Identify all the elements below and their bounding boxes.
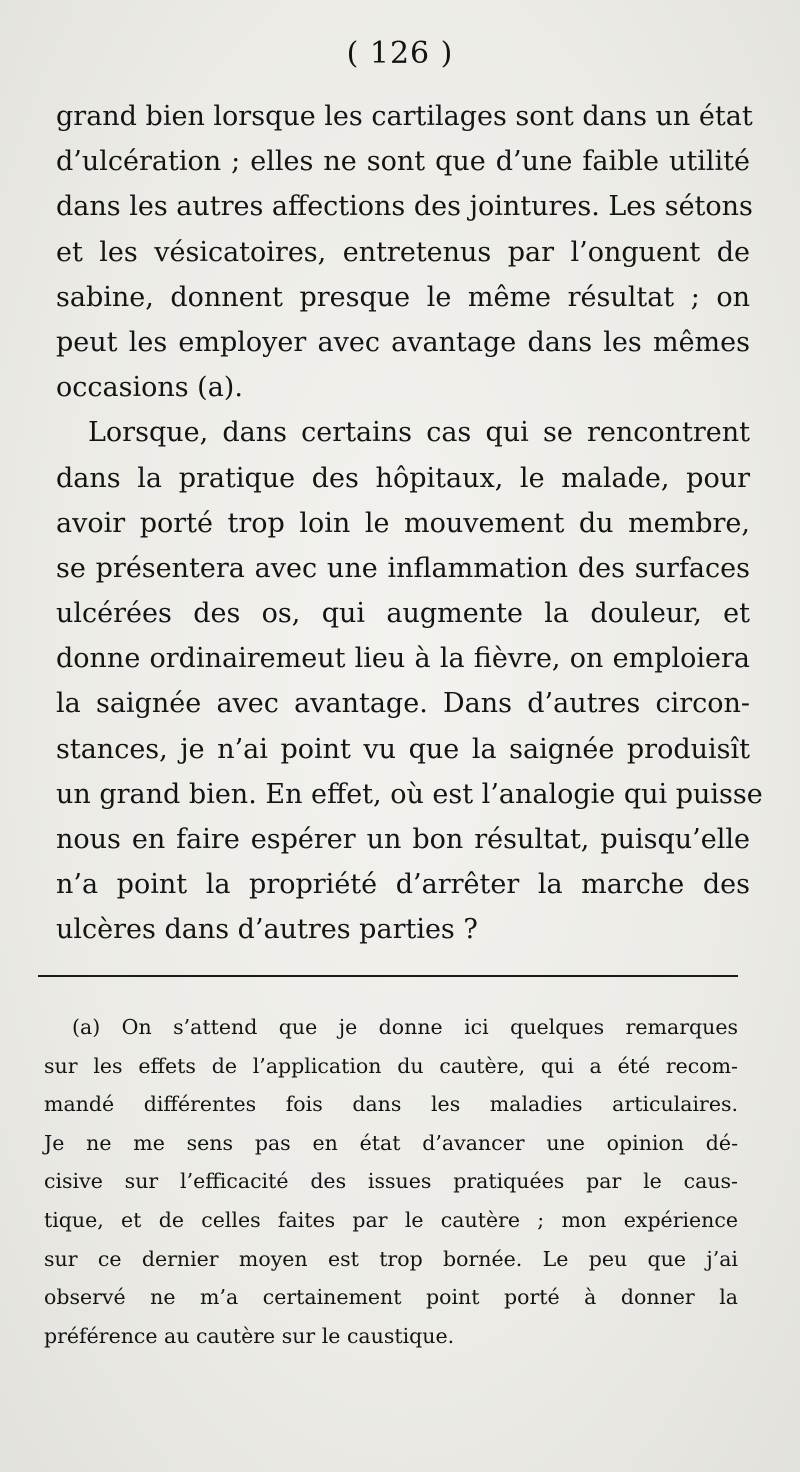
paragraph-start-line: Lorsque, dans certains cas qui se rencontrent [88, 417, 750, 449]
text-line: sabine, donnent presque le même résultat ; on [56, 281, 750, 313]
text-line: avoir porté trop loin le mouvement du membre, [56, 507, 750, 539]
footnote-line: préférence au cautère sur le caustique. [44, 1323, 455, 1348]
text-line: la saignée avec avantage. Dans d’autres circon- [56, 688, 750, 720]
footnote-line: tique, et de celles faites par le cautère ; mon expérience [44, 1207, 738, 1232]
footnote-line: mandé différentes fois dans les maladies articulaires. [44, 1092, 738, 1117]
main-text [56, 94, 763, 953]
footnote [44, 1008, 738, 1355]
text-line: dans les autres affections des jointures. Les sétons [56, 191, 753, 223]
text-line: et les vésicatoires, entretenus par l’onguent de [56, 236, 750, 268]
footnote-line: cisive sur l’efficacité des issues pratiquées par le caus- [44, 1169, 738, 1194]
footnote-separator-rule [38, 975, 738, 977]
footnote-line: observé ne m’a certainement point porté à donner la [44, 1285, 738, 1310]
text-line: d’ulcération ; elles ne sont que d’une faible utilité [56, 146, 750, 178]
text-line: donne ordinairemeut lieu à la fièvre, on emploiera [56, 643, 750, 675]
text-line: nous en faire espérer un bon résultat, puisqu’elle [56, 824, 750, 855]
text-line: ulcérées des os, qui augmente la douleur, et [56, 598, 750, 630]
text-line: dans la pratique des hôpitaux, le malade, pour [56, 462, 750, 494]
footnote-line: sur ce dernier moyen est trop bornée. Le peu que j’ai [44, 1246, 738, 1271]
text-line: n’a point la propriété d’arrêter la marche des [56, 869, 750, 901]
text-line: se présentera avec une inflammation des surfaces [56, 552, 750, 584]
text-line: ulcères dans d’autres parties ? [56, 914, 478, 946]
text-line: occasions (a). [56, 372, 243, 404]
text-line: stances, je n’ai point vu que la saignée produisît [56, 733, 750, 765]
footnote-line: Je ne me sens pas en état d’avancer une opinion dé- [44, 1130, 738, 1155]
text-line: un grand bien. En effet, où est l’analogie qui puisse [56, 778, 763, 810]
footnote-line: sur les effets de l’application du cautère, qui a été recom- [44, 1053, 738, 1078]
page-number: ( 126 ) [346, 36, 454, 71]
text-line: grand bien lorsque les cartilages sont dans un état [56, 101, 753, 132]
text-line: peut les employer avec avantage dans les mêmes [56, 326, 750, 358]
footnote-line: (a) On s’attend que je donne ici quelques remarques [72, 1015, 738, 1039]
